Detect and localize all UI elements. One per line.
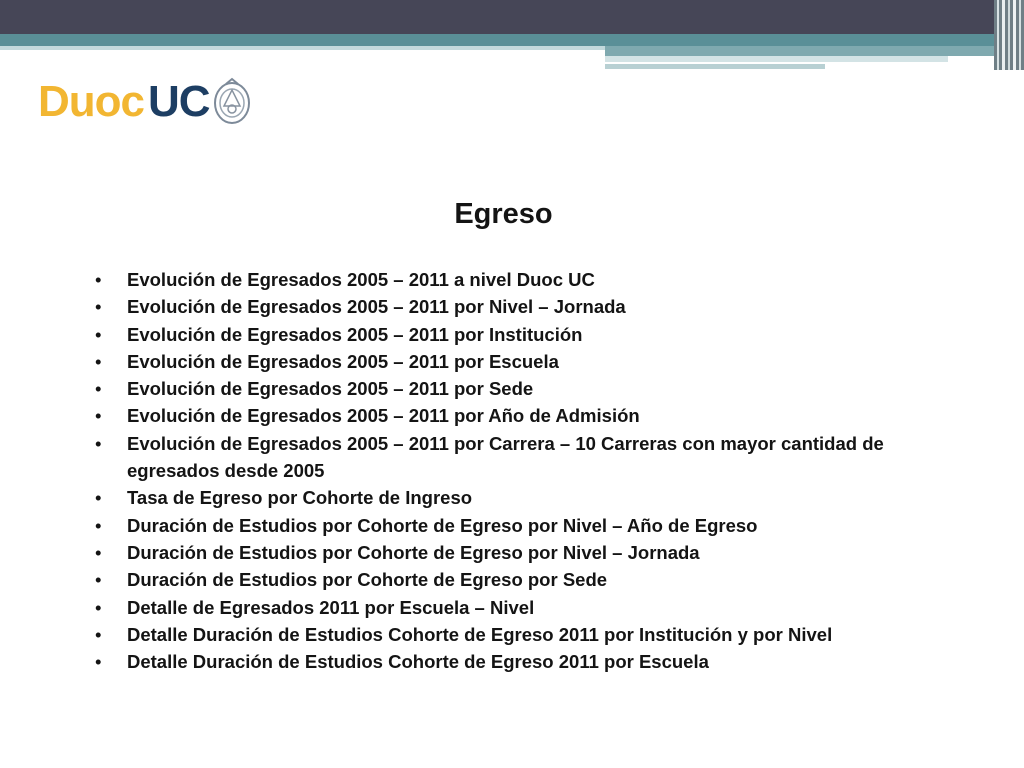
bullet-text: Evolución de Egresados 2005 – 2011 por Sede (127, 378, 534, 400)
bullet-marker: • (95, 514, 102, 536)
bullet-text: Detalle Duración de Estudios Cohorte de Egreso 2011 por Escuela (127, 651, 709, 673)
header-vertical-stripes (994, 0, 1024, 70)
bullet-text: Evolución de Egresados 2005 – 2011 por Carrera – 10 Carreras con mayor cantidad de egresados desde 2005 (127, 432, 884, 482)
bullet-item (95, 594, 925, 621)
bullet-marker: • (95, 378, 102, 400)
logo-text-uc: UC (148, 77, 210, 126)
bullet-marker: • (95, 432, 102, 454)
bullet-marker: • (95, 623, 102, 645)
bullet-text: Detalle Duración de Estudios Cohorte de Egreso 2011 por Institución y por Nivel (127, 623, 833, 645)
logo-text-duoc: Duoc (38, 77, 144, 126)
bullet-marker: • (95, 269, 102, 290)
bullet-item (95, 266, 925, 293)
header-dark-bar (0, 0, 1024, 34)
bullet-item (95, 621, 925, 648)
bullet-item (95, 566, 925, 593)
header-pale-strip (605, 56, 948, 62)
bullet-marker: • (95, 541, 102, 563)
bullet-marker: • (95, 405, 102, 427)
bullet-text: Tasa de Egreso por Cohorte de Ingreso (127, 487, 473, 509)
bullet-item (95, 321, 925, 348)
bullet-item (95, 484, 925, 511)
header-short-strip (605, 64, 825, 69)
bullet-item (95, 402, 925, 429)
bullet-text: Evolución de Egresados 2005 – 2011 a nivel Duoc UC (127, 269, 595, 290)
bullet-item (95, 539, 925, 566)
bullet-marker: • (95, 296, 102, 318)
header-light-strip (0, 46, 605, 50)
duoc-uc-logo (38, 74, 252, 130)
bullet-item (95, 375, 925, 402)
university-seal-icon (212, 76, 252, 128)
bullet-list (95, 266, 925, 675)
bullet-item (95, 430, 925, 485)
bullet-marker: • (95, 651, 102, 673)
bullet-text: Duración de Estudios por Cohorte de Egreso por Nivel – Jornada (127, 541, 700, 563)
bullet-text: Evolución de Egresados 2005 – 2011 por Escuela (127, 350, 559, 372)
bullet-item (95, 648, 925, 675)
bullet-text: Duración de Estudios por Cohorte de Egreso por Nivel – Año de Egreso (127, 514, 758, 536)
bullet-item (95, 293, 925, 320)
bullet-marker: • (95, 350, 102, 372)
bullet-item (95, 348, 925, 375)
slide-title: Egreso (454, 198, 553, 230)
header-teal-strip (605, 46, 1024, 56)
bullet-text: Duración de Estudios por Cohorte de Egreso por Sede (127, 569, 608, 591)
header-teal-band (0, 34, 1024, 46)
bullet-marker: • (95, 569, 102, 591)
bullet-text: Detalle de Egresados 2011 por Escuela – Nivel (127, 596, 535, 618)
bullet-text: Evolución de Egresados 2005 – 2011 por Nivel – Jornada (127, 296, 626, 318)
bullet-marker: • (95, 596, 102, 618)
bullet-item (95, 512, 925, 539)
bullet-marker: • (95, 487, 102, 509)
bullet-text: Evolución de Egresados 2005 – 2011 por Año de Admisión (127, 405, 640, 427)
bullet-marker: • (95, 323, 102, 345)
bullet-text: Evolución de Egresados 2005 – 2011 por Institución (127, 323, 583, 345)
